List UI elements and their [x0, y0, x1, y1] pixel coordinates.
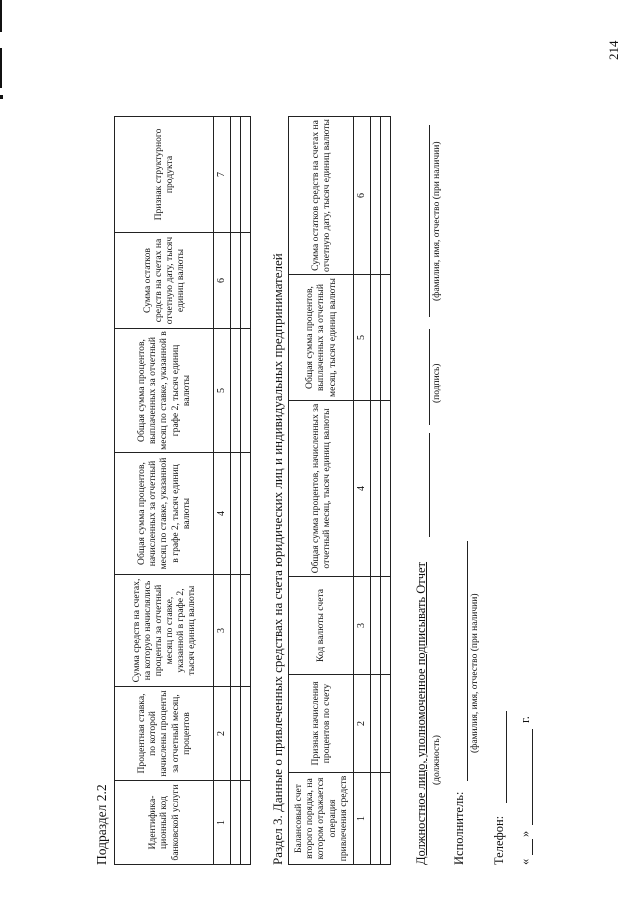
t2-header-5: Общая сумма процентов, выплаченных за отчетный месяц, тысяч единиц валюты — [289, 275, 354, 401]
t1-col-num-4: 4 — [214, 453, 231, 575]
t2-header-3: Код валюты счета — [289, 577, 354, 675]
day-line — [532, 839, 533, 855]
t2-col-num-6: 6 — [354, 117, 371, 275]
t1-header-7: Признак структурного продукта — [115, 117, 214, 233]
phone-line — [506, 711, 507, 803]
table-row — [231, 117, 241, 865]
page-number: 214 — [606, 40, 621, 60]
table-row — [241, 117, 251, 865]
section-3-title: Раздел 3. Данные о привлеченных средствах на счета юридических лиц и индивидуальных предпринимателей — [270, 253, 285, 865]
t1-col-num-7: 7 — [214, 117, 231, 233]
column-number-row — [214, 117, 231, 865]
t1-col-num-6: 6 — [214, 233, 231, 329]
t1-header-6: Сумма остатков средств на счетах на отчетную дату, тысяч единиц валюты — [115, 233, 214, 329]
t2-header-1: Балансовый счет второго порядка, на котором отражается операция привлечения средств — [289, 773, 354, 865]
t2-header-2: Признак начисления процентов по счету — [289, 675, 354, 773]
position-caption: (должность) — [432, 735, 442, 785]
t2-col-num-3: 3 — [354, 577, 371, 675]
table-header-row — [289, 117, 354, 865]
t2-col-num-5: 5 — [354, 275, 371, 401]
name-caption: (фамилия, имя, отчество (при наличии) — [432, 141, 442, 301]
t2-col-num-2: 2 — [354, 675, 371, 773]
date-close-quote: » — [518, 830, 532, 837]
table-header-row — [115, 117, 214, 865]
scan-mark-top — [0, 0, 2, 32]
phone-label: Телефон: — [492, 815, 506, 865]
t1-col-num-1: 1 — [214, 781, 231, 865]
scan-mark-dot — [0, 95, 3, 99]
executor-line — [467, 541, 468, 781]
t1-header-4: Общая сумма процентов, начисленных за отчетный месяц по ставке, указанной в графе 2, тысяч единиц валюты — [115, 453, 214, 575]
year-suffix: г. — [518, 716, 532, 723]
table-row — [371, 117, 381, 865]
t1-header-2: Процентная ставка, по которой начислены проценты за отчетный месяц, процентов — [115, 687, 214, 781]
position-line — [429, 433, 430, 537]
column-number-row — [354, 117, 371, 865]
date-open-quote: « — [518, 858, 532, 865]
official-label: Должностное лицо, уполномоченное подписывать Отчет — [414, 561, 428, 865]
t2-header-6: Сумма остатков средств на счетах на отчетную дату, тысяч единиц валюты — [289, 117, 354, 275]
t2-col-num-1: 1 — [354, 773, 371, 865]
table-section-3 — [288, 116, 391, 865]
name-line — [429, 125, 430, 317]
t1-col-num-5: 5 — [214, 329, 231, 453]
subsection-title: Подраздел 2.2 — [94, 784, 109, 865]
executor-label: Исполнитель: — [452, 791, 466, 865]
month-year-line — [532, 729, 533, 825]
scan-mark-middle — [0, 48, 2, 88]
table-row — [381, 117, 391, 865]
table-subsection-2-2 — [114, 116, 251, 865]
t2-col-num-4: 4 — [354, 401, 371, 577]
t1-header-5: Общая сумма процентов, выплаченных за отчетный месяц по ставке, указанной в графе 2, тысяч единиц валюты — [115, 329, 214, 453]
t2-header-4: Общая сумма процентов, начисленных за отчетный месяц, тысяч единиц валюты — [289, 401, 354, 577]
signature-line — [429, 329, 430, 425]
rotated-page-content — [94, 65, 640, 865]
t1-header-3: Сумма средств на счетах, на которую начислялись проценты за отчетный месяц по ставке, указанной в графе 2, тысяч единиц валюты — [115, 575, 214, 687]
executor-name-caption: (фамилия, имя, отчество (при наличии) — [470, 593, 480, 753]
t1-col-num-3: 3 — [214, 575, 231, 687]
t1-col-num-2: 2 — [214, 687, 231, 781]
t1-header-1: Идентифика-ционный код банковской услуги — [115, 781, 214, 865]
signature-caption: (подпись) — [432, 363, 442, 403]
